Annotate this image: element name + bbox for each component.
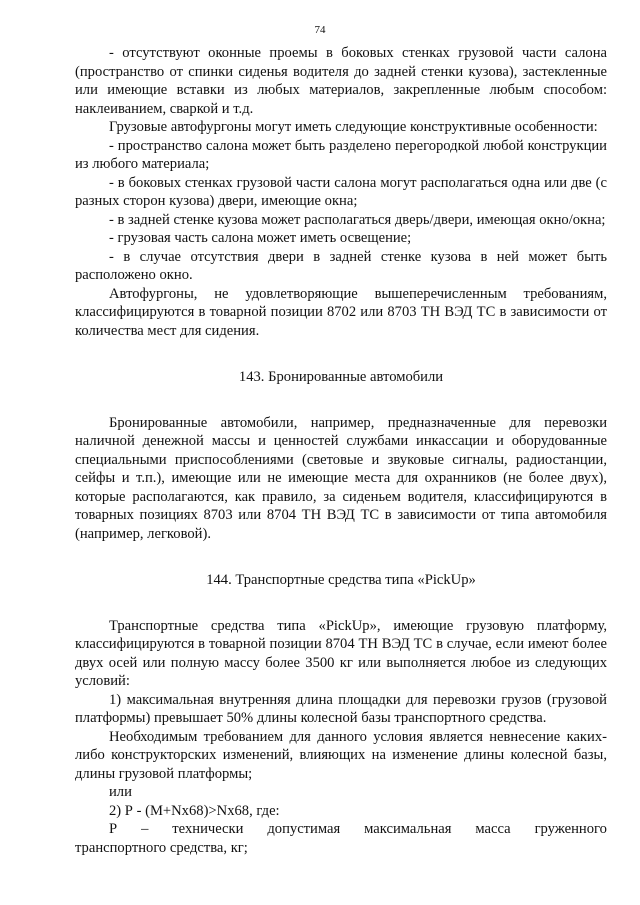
- list-item: 1) максимальная внутренняя длина площадки для перевозки грузов (грузовой платформы) превышает 50% длины колесной базы транспортного средства.: [75, 691, 607, 726]
- paragraph: Грузовые автофургоны могут иметь следующие конструктивные особенности:: [109, 119, 598, 135]
- definition-word: Р: [109, 821, 118, 837]
- section-heading-143: 143. Бронированные автомобили: [238, 369, 444, 385]
- definition-continuation: транспортного средства, кг;: [75, 839, 248, 856]
- document-body: [75, 44, 607, 857]
- definition-word: допустимая: [267, 821, 341, 837]
- list-item: - грузовая часть салона может иметь освещение;: [109, 230, 412, 246]
- formula: 2) Р - (M+Nx68)>Nx68, где:: [109, 802, 280, 819]
- section-heading-144: 144. Транспортные средства типа «PickUp»: [206, 572, 476, 588]
- page-number: 74: [314, 24, 326, 36]
- list-item: - пространство салона может быть разделено перегородкой любой конструкции из любого материала;: [75, 137, 607, 172]
- definition-word: груженного: [534, 821, 607, 837]
- paragraph: Транспортные средства типа «PickUp», имеющие грузовую платформу, классифицируются в товарной позиции 8704 ТН ВЭД ТС в случае, если имеют более двух осей или полную массу более 3500 кг или выполняется любое из следующих условий:: [75, 617, 607, 689]
- definition-word: масса: [475, 821, 511, 837]
- list-item: - в случае отсутствия двери в задней стенке кузова в ней может быть расположено окно.: [75, 248, 607, 283]
- list-item: - в боковых стенках грузовой части салона могут располагаться одна или две (с разных сторон кузова) двери, имеющие окна;: [75, 174, 607, 209]
- paragraph: или: [109, 784, 132, 800]
- definition-word: технически: [172, 821, 244, 837]
- paragraph: - отсутствуют оконные проемы в боковых стенках грузовой части салона (пространство от спинки сиденья водителя до задней стенки кузова), застекленные или имеющие вставки из любых материалов, закрепленные любым способом: наклеиванием, сваркой и т.д.: [75, 45, 607, 117]
- definition-word: –: [141, 821, 149, 837]
- paragraph: Необходимым требованием для данного условия является невнесение каких-либо конструкторских изменений, влияющих на изменение длины колесной базы, длины грузовой платформы;: [75, 728, 607, 782]
- list-item: - в задней стенке кузова может располагаться дверь/двери, имеющая окно/окна;: [109, 211, 606, 228]
- definition-word: максимальная: [364, 821, 452, 837]
- paragraph: Автофургоны, не удовлетворяющие вышеперечисленным требованиям, классифицируются в товарной позиции 8702 или 8703 ТН ВЭД ТС в зависимости от количества мест для сидения.: [75, 285, 607, 339]
- definition-line: [75, 820, 607, 839]
- paragraph: Бронированные автомобили, например, предназначенные для перевозки наличной денежной массы и ценностей службами инкассации и оборудованные специальными приспособлениями (световые и звуковые сигналы, радиостанции, сейфы и т.п.), имеющие или не имеющие места для охранников (не более двух), которые располагаются, как правило, за сиденьем водителя, классифицируются в товарных позициях 8703 или 8704 ТН ВЭД ТС в зависимости от типа автомобиля (например, легковой).: [75, 414, 607, 542]
